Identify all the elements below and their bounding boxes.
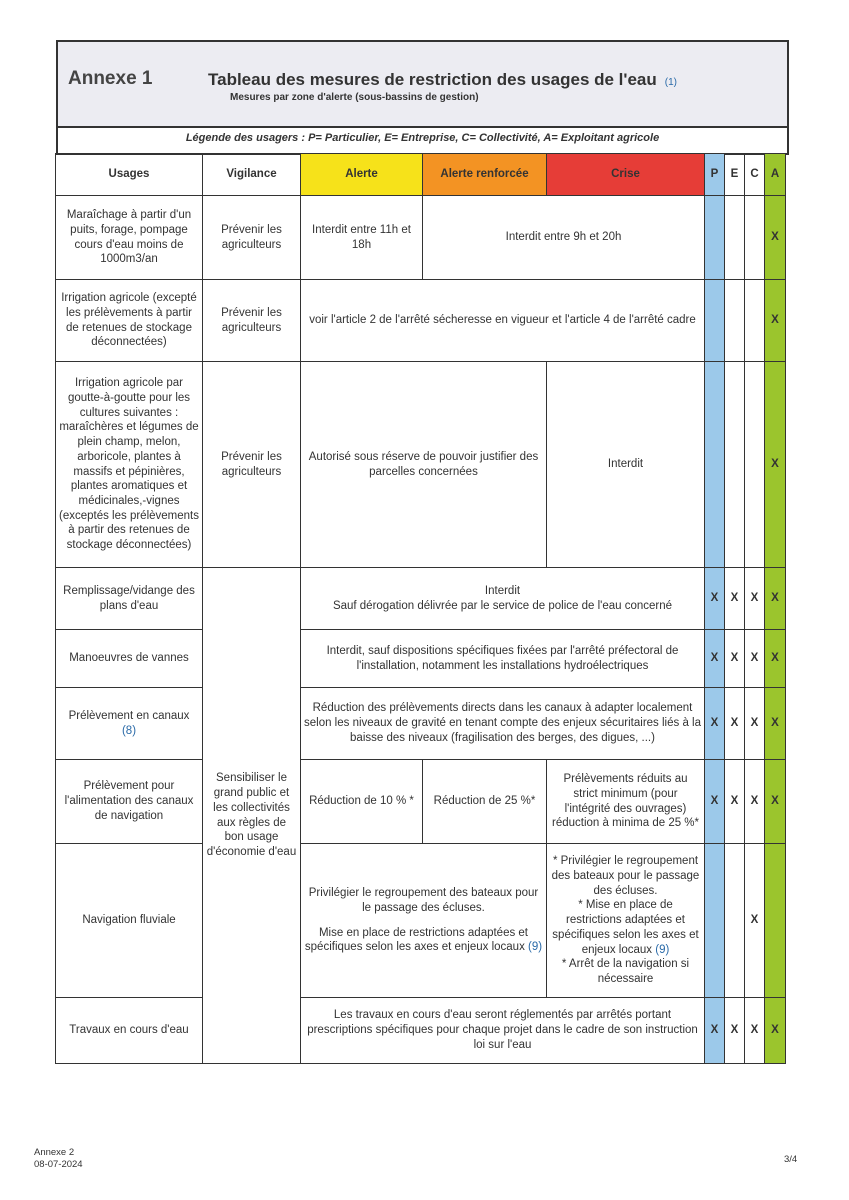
p-cell: X [705,568,725,630]
footer-page: 3/4 [784,1154,798,1165]
legend: Légende des usagers : P= Particulier, E= Entreprise, C= Collectivité, A= Exploitant agricole [185,132,660,144]
page-subtitle: Mesures par zone d'alerte (sous-bassins de gestion) [230,92,479,103]
measure-line: Privilégier le regroupement des bateaux pour le passage des écluses. [308,887,539,914]
measure-line: Interdit [484,584,521,597]
table-row [56,568,786,630]
col-alerte-renforcee: Alerte renforcée [423,154,547,196]
e-cell: X [725,998,745,1064]
col-p: P [705,154,725,196]
col-usages: Usages [56,154,203,196]
title-text: Tableau des mesures de restriction des usages de l'eau [208,70,657,89]
e-cell [725,844,745,998]
measure-line: * Privilégier le regroupement des bateaux pour le passage des écluses. [551,855,700,897]
header-frame [56,40,789,155]
table-row [56,630,786,688]
a-cell [765,844,786,998]
p-cell [705,844,725,998]
measure-cell: voir l'article 2 de l'arrêté sécheresse en vigueur et l'article 4 de l'arrêté cadre [301,280,705,362]
table-row [56,688,786,760]
renf-cell: Réduction de 25 %* [423,760,547,844]
measure-ref: (9) [528,941,543,954]
c-cell: X [745,760,765,844]
usage-cell: Maraîchage à partir d'un puits, forage, pompage cours d'eau moins de 1000m3/an [56,196,203,280]
measure-cell: Interdit, sauf dispositions spécifiques fixées par l'arrêté préfectoral de l'installation, notamment les installations hydroélectriques [301,630,705,688]
alerte-renf-cell [301,844,547,998]
a-cell: X [765,362,786,568]
col-c: C [745,154,765,196]
c-cell: X [745,688,765,760]
measure-ref: (9) [655,943,670,956]
e-cell [725,196,745,280]
col-a: A [765,154,786,196]
vigilance-cell: Prévenir les agriculteurs [203,196,301,280]
a-cell: X [765,630,786,688]
measure-line [304,926,543,955]
vigilance-cell: Prévenir les agriculteurs [203,280,301,362]
usage-cell: Irrigation agricole par goutte-à-goutte pour les cultures suivantes : maraîchères et légumes de plein champ, melon, arboricole, plantes à massifs et pépinières, plantes aromatiques et médicinales,-vignes (exceptés les prélèvements à partir des retenues de stockage déconnectées) [56,362,203,568]
measure-cell: Les travaux en cours d'eau seront réglementés par arrêtés portant prescriptions spécifiques pour chaque projet dans le cadre de son instruction loi sur l'eau [301,998,705,1064]
usage-ref: (8) [121,724,137,737]
a-cell: X [765,280,786,362]
measure-text: Mise en place de restrictions adaptées et spécifiques selon les axes et enjeux locaux [304,926,529,954]
c-cell [745,280,765,362]
p-cell [705,362,725,568]
a-cell: X [765,688,786,760]
p-cell [705,280,725,362]
c-cell: X [745,630,765,688]
measure-text: * Mise en place de restrictions adaptées et spécifiques selon les axes et enjeux locaux [552,899,699,956]
footer-doc: Annexe 2 [34,1147,75,1158]
usage-cell: Remplissage/vidange des plans d'eau [56,568,203,630]
a-cell: X [765,760,786,844]
col-alerte: Alerte [301,154,423,196]
col-crise: Crise [547,154,705,196]
table-row [56,280,786,362]
e-cell [725,280,745,362]
crise-cell: Interdit [547,362,705,568]
table-row [56,362,786,568]
restriction-table [55,153,786,1064]
header-row [56,154,786,196]
table-row [56,196,786,280]
header-box [58,42,787,128]
c-cell [745,362,765,568]
page-title [208,70,677,90]
p-cell [705,196,725,280]
usage-cell: Travaux en cours d'eau [56,998,203,1064]
e-cell: X [725,568,745,630]
c-cell: X [745,844,765,998]
usage-cell: Manoeuvres de vannes [56,630,203,688]
usage-cell [56,688,203,760]
a-cell: X [765,998,786,1064]
alerte-cell: Réduction de 10 % * [301,760,423,844]
a-cell: X [765,568,786,630]
p-cell: X [705,760,725,844]
usage-cell: Irrigation agricole (excepté les prélèvements à partir de retenues de stockage déconnectées) [56,280,203,362]
p-cell: X [705,998,725,1064]
usage-cell: Prélèvement pour l'alimentation des canaux de navigation [56,760,203,844]
alerte-cell: Interdit entre 11h et 18h [301,196,423,280]
e-cell: X [725,688,745,760]
alerte-renf-cell: Autorisé sous réserve de pouvoir justifier des parcelles concernées [301,362,547,568]
a-cell: X [765,196,786,280]
col-e: E [725,154,745,196]
measure-cell [301,568,705,630]
e-cell: X [725,760,745,844]
c-cell: X [745,998,765,1064]
e-cell: X [725,630,745,688]
c-cell: X [745,568,765,630]
annexe-label: Annexe 1 [68,68,153,89]
measure-line: * Arrêt de la navigation si nécessaire [561,958,690,986]
measure-cell: Réduction des prélèvements directs dans les canaux à adapter localement selon les niveaux de gravité en tenant compte des enjeux sécuritaires liés à la baisse des niveaux (fragilisation des berges, des digues, ...) [301,688,705,760]
table-row [56,844,786,998]
title-ref: (1) [664,77,677,88]
vigilance-cell: Prévenir les agriculteurs [203,362,301,568]
usage-text: Prélèvement en canaux [68,709,190,722]
crise-cell: Prélèvements réduits au strict minimum (pour l'intégrité des ouvrages) réduction à minima de 25 %* [547,760,705,844]
shared-vigilance-cell: Sensibiliser le grand public et les collectivités aux règles de bon usage d'économie d'eau [203,568,301,1064]
c-cell [745,196,765,280]
col-vigilance: Vigilance [203,154,301,196]
measure-line [550,898,701,957]
footer-date: 08-07-2024 [34,1159,83,1170]
measure-line: Sauf dérogation délivrée par le service de police de l'eau concerné [332,599,673,612]
crise-cell [547,844,705,998]
table-row [56,998,786,1064]
p-cell: X [705,688,725,760]
table-row [56,760,786,844]
p-cell: X [705,630,725,688]
e-cell [725,362,745,568]
usage-cell: Navigation fluviale [56,844,203,998]
renf-crise-cell: Interdit entre 9h et 20h [423,196,705,280]
